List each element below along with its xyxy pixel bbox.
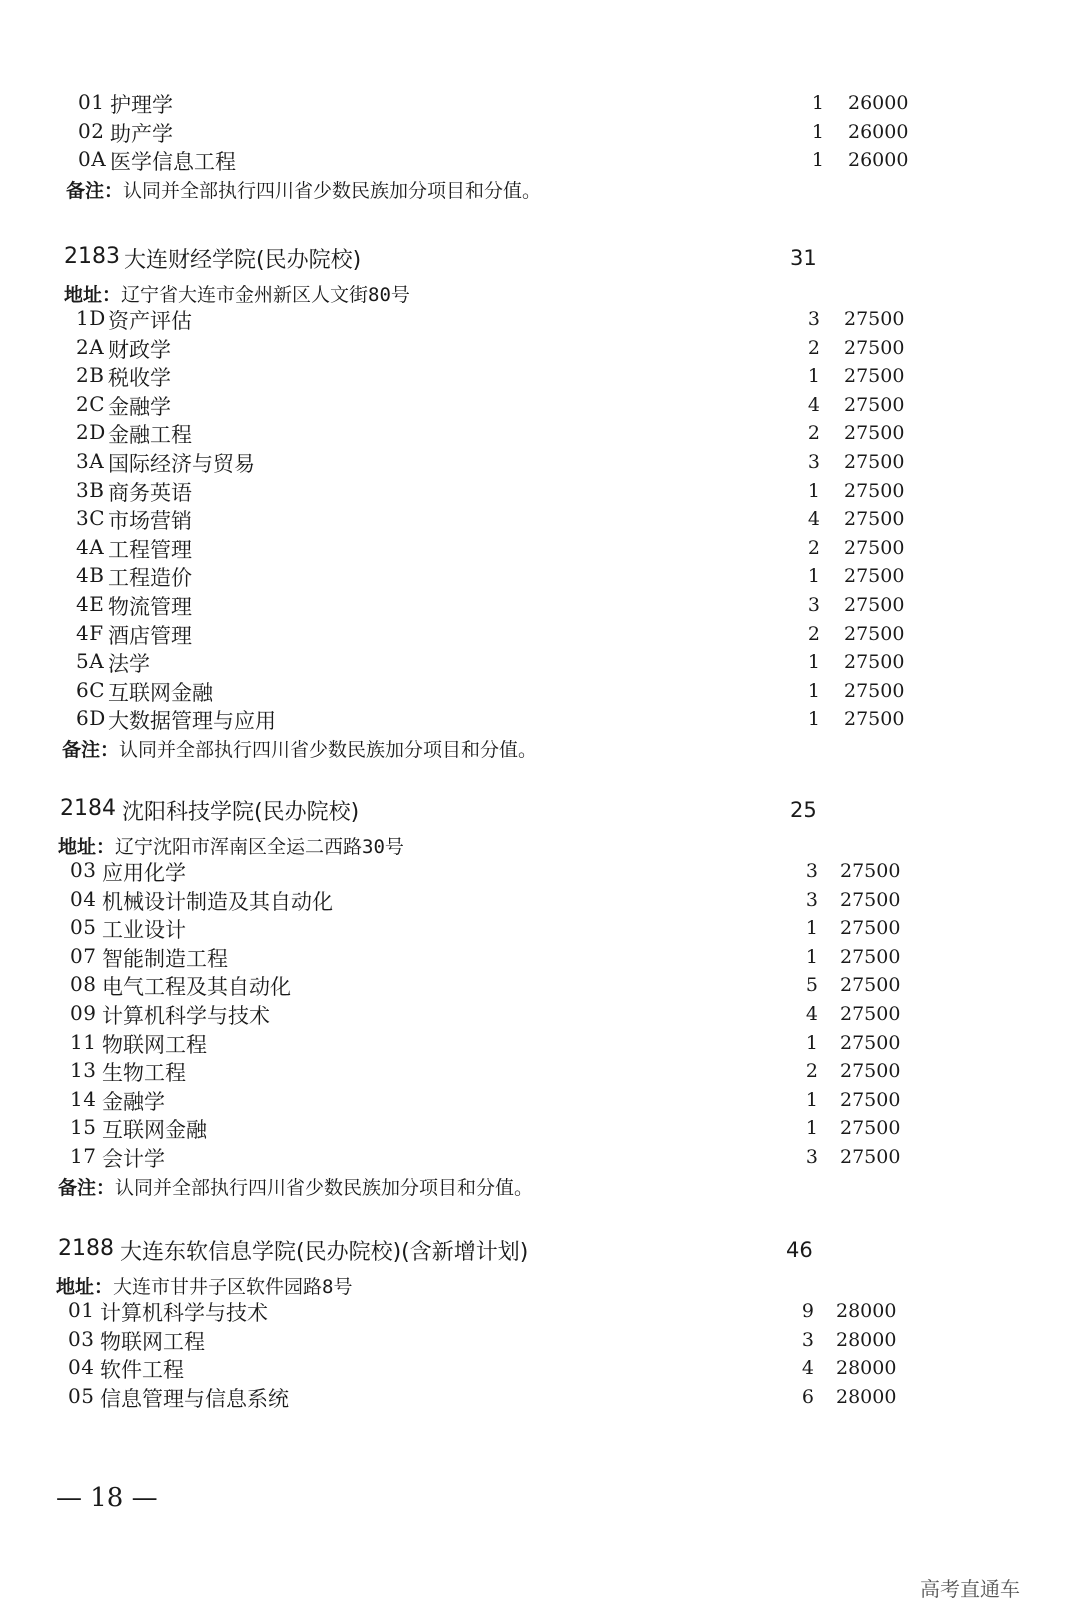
major-code: 01 bbox=[68, 1298, 95, 1322]
note-text: 认同并全部执行四川省少数民族加分项目和分值。 bbox=[115, 1176, 534, 1199]
major-name: 电气工程及其自动化 bbox=[102, 975, 291, 1000]
major-count: 1 bbox=[805, 1031, 818, 1054]
major-fee: 27500 bbox=[840, 1002, 901, 1025]
major-code: 01 bbox=[78, 90, 105, 114]
major-fee: 27500 bbox=[844, 450, 905, 473]
major-count: 1 bbox=[805, 1088, 818, 1111]
college-code: 2183 bbox=[64, 244, 120, 269]
major-count: 2 bbox=[805, 1060, 818, 1083]
major-fee: 26000 bbox=[848, 120, 909, 143]
major-row bbox=[0, 944, 1080, 973]
major-row bbox=[0, 1058, 1080, 1087]
major-fee: 27500 bbox=[844, 565, 905, 588]
major-count: 1 bbox=[807, 365, 820, 388]
section-college-2184 bbox=[0, 796, 1080, 1203]
major-name: 市场营销 bbox=[108, 509, 192, 534]
major-count: 1 bbox=[805, 1117, 818, 1140]
major-code: 4A bbox=[76, 534, 105, 559]
major-name: 互联网金融 bbox=[108, 680, 213, 705]
major-fee: 27500 bbox=[844, 508, 905, 531]
major-count: 2 bbox=[807, 536, 820, 559]
college-total: 31 bbox=[790, 246, 817, 270]
major-name: 计算机科学与技术 bbox=[102, 1003, 270, 1028]
note-text: 认同并全部执行四川省少数民族加分项目和分值。 bbox=[119, 738, 538, 761]
section-college-2183 bbox=[0, 244, 1080, 765]
major-name: 会计学 bbox=[102, 1146, 165, 1171]
major-name: 商务英语 bbox=[108, 480, 192, 505]
major-name: 税收学 bbox=[108, 366, 171, 391]
major-count: 4 bbox=[807, 393, 820, 416]
major-code: 04 bbox=[68, 1355, 95, 1380]
major-count: 1 bbox=[807, 651, 820, 674]
college-total: 25 bbox=[790, 798, 817, 822]
major-code: 2B bbox=[76, 363, 105, 388]
major-count: 3 bbox=[805, 888, 818, 911]
major-code: 13 bbox=[70, 1058, 97, 1083]
major-fee: 27500 bbox=[840, 1088, 901, 1111]
major-fee: 27500 bbox=[844, 708, 905, 731]
section-college-2188 bbox=[0, 1236, 1080, 1412]
major-row bbox=[0, 1384, 1080, 1413]
major-row bbox=[0, 887, 1080, 916]
major-row bbox=[0, 1144, 1080, 1173]
major-count: 2 bbox=[807, 336, 820, 359]
major-count: 3 bbox=[805, 1145, 818, 1168]
major-count: 5 bbox=[805, 974, 818, 997]
major-code: 17 bbox=[70, 1143, 97, 1168]
major-count: 1 bbox=[805, 917, 818, 940]
major-row bbox=[0, 592, 1080, 621]
address-text: 辽宁省大连市金州新区人文街80号 bbox=[121, 284, 410, 306]
major-name: 法学 bbox=[108, 652, 150, 677]
note-label: 备注： bbox=[66, 179, 124, 202]
major-name: 工程管理 bbox=[108, 537, 192, 562]
address-label: 地址： bbox=[56, 1276, 114, 1298]
major-fee: 27500 bbox=[844, 593, 905, 616]
major-code: 5A bbox=[76, 649, 105, 674]
major-fee: 27500 bbox=[844, 479, 905, 502]
college-total: 46 bbox=[786, 1238, 813, 1262]
major-count: 2 bbox=[807, 622, 820, 645]
major-code: 3B bbox=[76, 477, 105, 502]
major-row bbox=[0, 563, 1080, 592]
major-code: 1D bbox=[76, 306, 106, 330]
major-code: 09 bbox=[70, 1000, 97, 1025]
major-fee: 26000 bbox=[848, 92, 909, 114]
major-row bbox=[0, 392, 1080, 421]
note-label: 备注： bbox=[58, 1176, 116, 1199]
major-name: 助产学 bbox=[110, 121, 173, 146]
section-note bbox=[0, 735, 1080, 765]
major-row bbox=[0, 478, 1080, 507]
address-text: 大连市甘井子区软件园路8号 bbox=[113, 1276, 353, 1298]
major-row bbox=[0, 915, 1080, 944]
major-fee: 27500 bbox=[840, 917, 901, 940]
major-name: 生物工程 bbox=[102, 1061, 186, 1086]
major-row bbox=[0, 90, 1080, 119]
major-name: 资产评估 bbox=[108, 309, 192, 333]
major-name: 护理学 bbox=[110, 93, 173, 117]
major-fee: 27500 bbox=[840, 888, 901, 911]
major-fee: 27500 bbox=[840, 974, 901, 997]
college-name: 大连东软信息学院(民办院校)(含新增计划) bbox=[120, 1240, 529, 1265]
major-fee: 28000 bbox=[836, 1300, 897, 1322]
section-note bbox=[0, 176, 1080, 206]
major-code: 07 bbox=[70, 943, 97, 968]
major-count: 4 bbox=[801, 1357, 814, 1380]
major-count: 1 bbox=[805, 945, 818, 968]
major-fee: 27500 bbox=[844, 393, 905, 416]
major-code: 05 bbox=[68, 1383, 95, 1408]
major-count: 1 bbox=[807, 708, 820, 731]
major-name: 信息管理与信息系统 bbox=[100, 1386, 289, 1411]
major-count: 3 bbox=[807, 308, 820, 330]
major-code: 03 bbox=[68, 1326, 95, 1351]
major-code: 04 bbox=[70, 886, 97, 911]
major-count: 2 bbox=[807, 422, 820, 445]
major-name: 工程造价 bbox=[108, 566, 192, 591]
major-count: 1 bbox=[811, 92, 824, 114]
major-name: 医学信息工程 bbox=[110, 150, 236, 175]
page-number: — 18 — bbox=[56, 1483, 158, 1513]
major-count: 4 bbox=[807, 508, 820, 531]
major-count: 9 bbox=[801, 1300, 814, 1322]
note-text: 认同并全部执行四川省少数民族加分项目和分值。 bbox=[123, 179, 542, 202]
major-count: 1 bbox=[807, 679, 820, 702]
major-row bbox=[0, 119, 1080, 148]
major-name: 大数据管理与应用 bbox=[108, 709, 276, 734]
major-fee: 27500 bbox=[840, 1060, 901, 1083]
major-name: 金融学 bbox=[102, 1089, 165, 1114]
major-code: 3A bbox=[76, 448, 105, 473]
major-code: 14 bbox=[70, 1086, 97, 1111]
major-fee: 27500 bbox=[844, 679, 905, 702]
major-code: 4B bbox=[76, 563, 105, 588]
major-count: 3 bbox=[805, 860, 818, 882]
major-list bbox=[0, 858, 1080, 1173]
major-name: 智能制造工程 bbox=[102, 946, 228, 971]
college-code: 2188 bbox=[58, 1236, 114, 1261]
college-name: 沈阳科技学院(民办院校) bbox=[122, 800, 360, 825]
major-fee: 27500 bbox=[840, 1145, 901, 1168]
major-fee: 28000 bbox=[836, 1328, 897, 1351]
major-list bbox=[0, 306, 1080, 735]
major-row bbox=[0, 1355, 1080, 1384]
major-fee: 27500 bbox=[844, 365, 905, 388]
college-header bbox=[0, 796, 1080, 832]
major-row bbox=[0, 649, 1080, 678]
major-row bbox=[0, 858, 1080, 887]
major-name: 金融学 bbox=[108, 394, 171, 419]
major-row bbox=[0, 706, 1080, 735]
major-code: 03 bbox=[70, 858, 97, 882]
major-code: 2A bbox=[76, 334, 105, 359]
college-header bbox=[0, 244, 1080, 280]
major-name: 软件工程 bbox=[100, 1358, 184, 1383]
major-row bbox=[0, 449, 1080, 478]
major-name: 机械设计制造及其自动化 bbox=[102, 889, 333, 914]
major-fee: 28000 bbox=[836, 1357, 897, 1380]
address-label: 地址： bbox=[64, 284, 122, 306]
major-row bbox=[0, 306, 1080, 335]
major-row bbox=[0, 1115, 1080, 1144]
major-name: 计算机科学与技术 bbox=[100, 1301, 268, 1325]
major-code: 6D bbox=[76, 706, 106, 731]
major-name: 物流管理 bbox=[108, 594, 192, 619]
major-row bbox=[0, 147, 1080, 176]
college-code: 2184 bbox=[60, 796, 116, 821]
major-fee: 27500 bbox=[844, 651, 905, 674]
major-code: 15 bbox=[70, 1115, 97, 1140]
major-code: 02 bbox=[78, 118, 105, 143]
major-fee: 27500 bbox=[844, 336, 905, 359]
major-row bbox=[0, 535, 1080, 564]
major-name: 互联网金融 bbox=[102, 1118, 207, 1143]
major-name: 物联网工程 bbox=[102, 1032, 207, 1057]
major-fee: 27500 bbox=[840, 945, 901, 968]
major-fee: 27500 bbox=[844, 536, 905, 559]
major-count: 4 bbox=[805, 1002, 818, 1025]
major-name: 财政学 bbox=[108, 337, 171, 362]
major-code: 05 bbox=[70, 915, 97, 940]
major-row bbox=[0, 335, 1080, 364]
address-text: 辽宁沈阳市浑南区全运二西路30号 bbox=[115, 836, 404, 858]
major-name: 酒店管理 bbox=[108, 623, 192, 648]
watermark: 高考直通车 bbox=[920, 1577, 1020, 1601]
major-row bbox=[0, 1327, 1080, 1356]
major-count: 1 bbox=[807, 565, 820, 588]
major-row bbox=[0, 1030, 1080, 1059]
major-fee: 27500 bbox=[844, 308, 905, 330]
major-name: 金融工程 bbox=[108, 423, 192, 448]
major-row bbox=[0, 506, 1080, 535]
major-code: 0A bbox=[78, 147, 107, 172]
major-code: 6C bbox=[76, 677, 106, 702]
major-name: 应用化学 bbox=[102, 861, 186, 885]
major-code: 2D bbox=[76, 420, 106, 445]
major-row bbox=[0, 420, 1080, 449]
college-header bbox=[0, 1236, 1080, 1272]
note-label: 备注： bbox=[62, 738, 120, 761]
section-continued bbox=[0, 90, 1080, 206]
major-count: 6 bbox=[801, 1385, 814, 1408]
major-row bbox=[0, 363, 1080, 392]
major-fee: 26000 bbox=[848, 149, 909, 172]
major-count: 1 bbox=[811, 149, 824, 172]
major-fee: 28000 bbox=[836, 1385, 897, 1408]
major-name: 物联网工程 bbox=[100, 1329, 205, 1354]
major-row bbox=[0, 621, 1080, 650]
major-code: 4E bbox=[76, 591, 105, 616]
major-fee: 27500 bbox=[840, 1031, 901, 1054]
major-fee: 27500 bbox=[844, 622, 905, 645]
major-list bbox=[0, 1298, 1080, 1412]
major-count: 1 bbox=[807, 479, 820, 502]
major-name: 工业设计 bbox=[102, 918, 186, 943]
major-code: 3C bbox=[76, 506, 106, 531]
major-fee: 27500 bbox=[844, 422, 905, 445]
major-code: 11 bbox=[70, 1029, 97, 1054]
major-count: 1 bbox=[811, 120, 824, 143]
major-code: 08 bbox=[70, 972, 97, 997]
major-row bbox=[0, 1298, 1080, 1327]
major-fee: 27500 bbox=[840, 860, 901, 882]
major-row bbox=[0, 678, 1080, 707]
section-note bbox=[0, 1173, 1080, 1203]
major-row bbox=[0, 1087, 1080, 1116]
major-code: 2C bbox=[76, 391, 106, 416]
major-code: 4F bbox=[76, 620, 104, 645]
major-count: 3 bbox=[801, 1328, 814, 1351]
major-fee: 27500 bbox=[840, 1117, 901, 1140]
major-count: 3 bbox=[807, 593, 820, 616]
college-name: 大连财经学院(民办院校) bbox=[124, 248, 362, 273]
address-label: 地址： bbox=[58, 836, 116, 858]
major-list bbox=[0, 90, 1080, 176]
major-row bbox=[0, 1001, 1080, 1030]
major-name: 国际经济与贸易 bbox=[108, 451, 255, 476]
major-row bbox=[0, 972, 1080, 1001]
major-count: 3 bbox=[807, 450, 820, 473]
